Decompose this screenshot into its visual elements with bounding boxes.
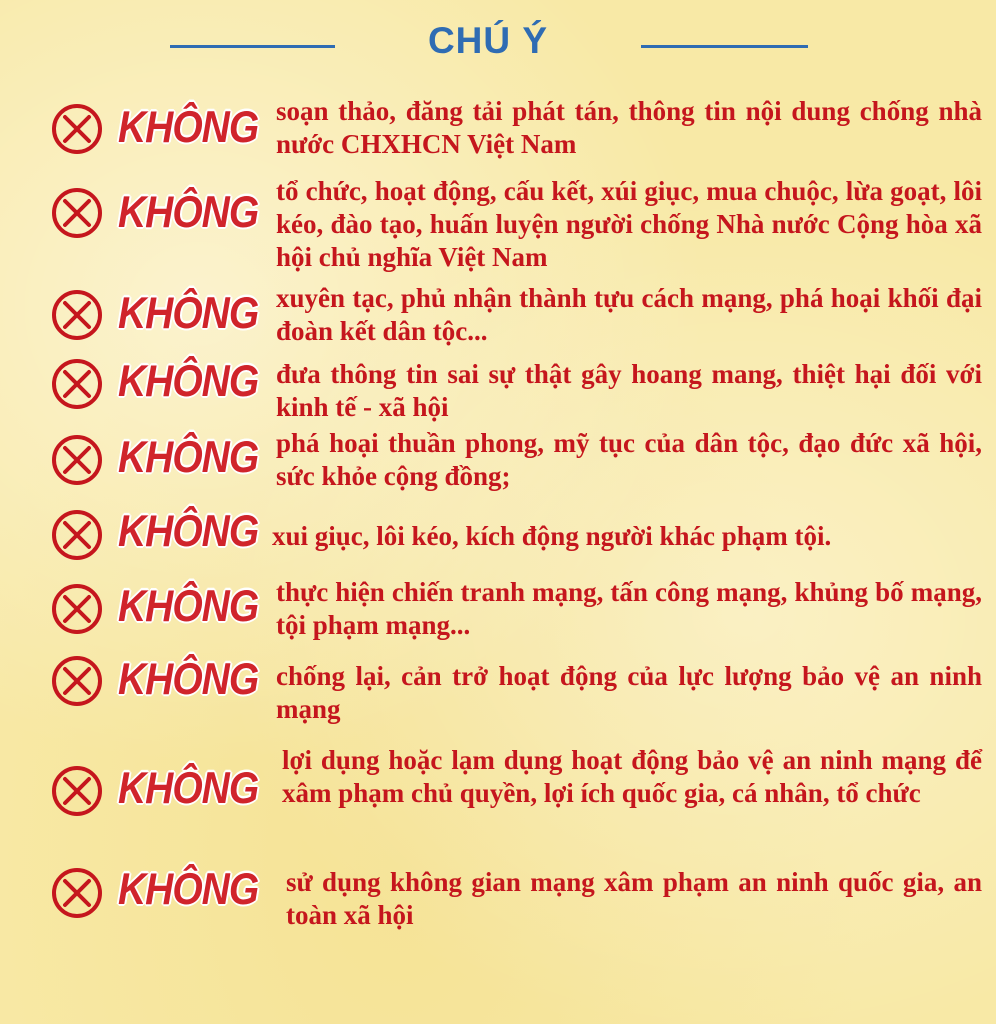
prohibition-label: KHÔNG bbox=[118, 506, 259, 557]
prohibition-label: KHÔNG bbox=[118, 432, 259, 483]
prohibition-text: lợi dụng hoặc lạm dụng hoạt động bảo vệ an ninh mạng để xâm phạm chủ quyền, lợi ích quốc gia, cá nhân, tổ chức bbox=[282, 745, 982, 808]
prohibition-label: KHÔNG bbox=[118, 288, 259, 339]
prohibition-text: tổ chức, hoạt động, cấu kết, xúi giục, mua chuộc, lừa goạt, lôi kéo, đào tạo, huấn luyện người chống Nhà nước Cộng hòa xã hội chủ nghĩa Việt Nam bbox=[276, 176, 982, 272]
prohibition-label: KHÔNG bbox=[118, 763, 259, 814]
header bbox=[0, 18, 996, 78]
prohibition-label: KHÔNG bbox=[118, 102, 259, 153]
prohibition-text: đưa thông tin sai sự thật gây hoang mang, thiệt hại đối với kinh tế - xã hội bbox=[276, 359, 982, 422]
prohibition-text: thực hiện chiến tranh mạng, tấn công mạng, khủng bố mạng, tội phạm mạng... bbox=[276, 577, 982, 640]
prohibited-icon bbox=[50, 288, 104, 342]
prohibited-icon bbox=[50, 357, 104, 411]
prohibition-label: KHÔNG bbox=[118, 864, 259, 915]
prohibition-text: sử dụng không gian mạng xâm phạm an ninh quốc gia, an toàn xã hội bbox=[286, 867, 982, 930]
header-rule-left bbox=[170, 45, 335, 48]
header-rule-right bbox=[641, 45, 808, 48]
prohibition-text: xui giục, lôi kéo, kích động người khác phạm tội. bbox=[272, 521, 832, 551]
prohibited-icon bbox=[50, 102, 104, 156]
prohibited-icon bbox=[50, 508, 104, 562]
prohibition-label: KHÔNG bbox=[118, 356, 259, 407]
prohibited-icon bbox=[50, 433, 104, 487]
prohibited-icon bbox=[50, 582, 104, 636]
prohibition-label: KHÔNG bbox=[118, 581, 259, 632]
prohibition-text: phá hoại thuần phong, mỹ tục của dân tộc, đạo đức xã hội, sức khỏe cộng đồng; bbox=[276, 428, 982, 491]
page-title: CHÚ Ý bbox=[427, 20, 549, 61]
prohibition-label: KHÔNG bbox=[118, 654, 259, 705]
prohibited-icon bbox=[50, 186, 104, 240]
prohibition-text: chống lại, cản trở hoạt động của lực lượng bảo vệ an ninh mạng bbox=[276, 661, 982, 724]
prohibition-label: KHÔNG bbox=[118, 187, 259, 238]
prohibited-icon bbox=[50, 866, 104, 920]
prohibited-icon bbox=[50, 654, 104, 708]
prohibition-text: soạn thảo, đăng tải phát tán, thông tin nội dung chống nhà nước CHXHCN Việt Nam bbox=[276, 96, 982, 159]
prohibited-icon bbox=[50, 764, 104, 818]
prohibition-text: xuyên tạc, phủ nhận thành tựu cách mạng, phá hoại khối đại đoàn kết dân tộc... bbox=[276, 283, 982, 346]
